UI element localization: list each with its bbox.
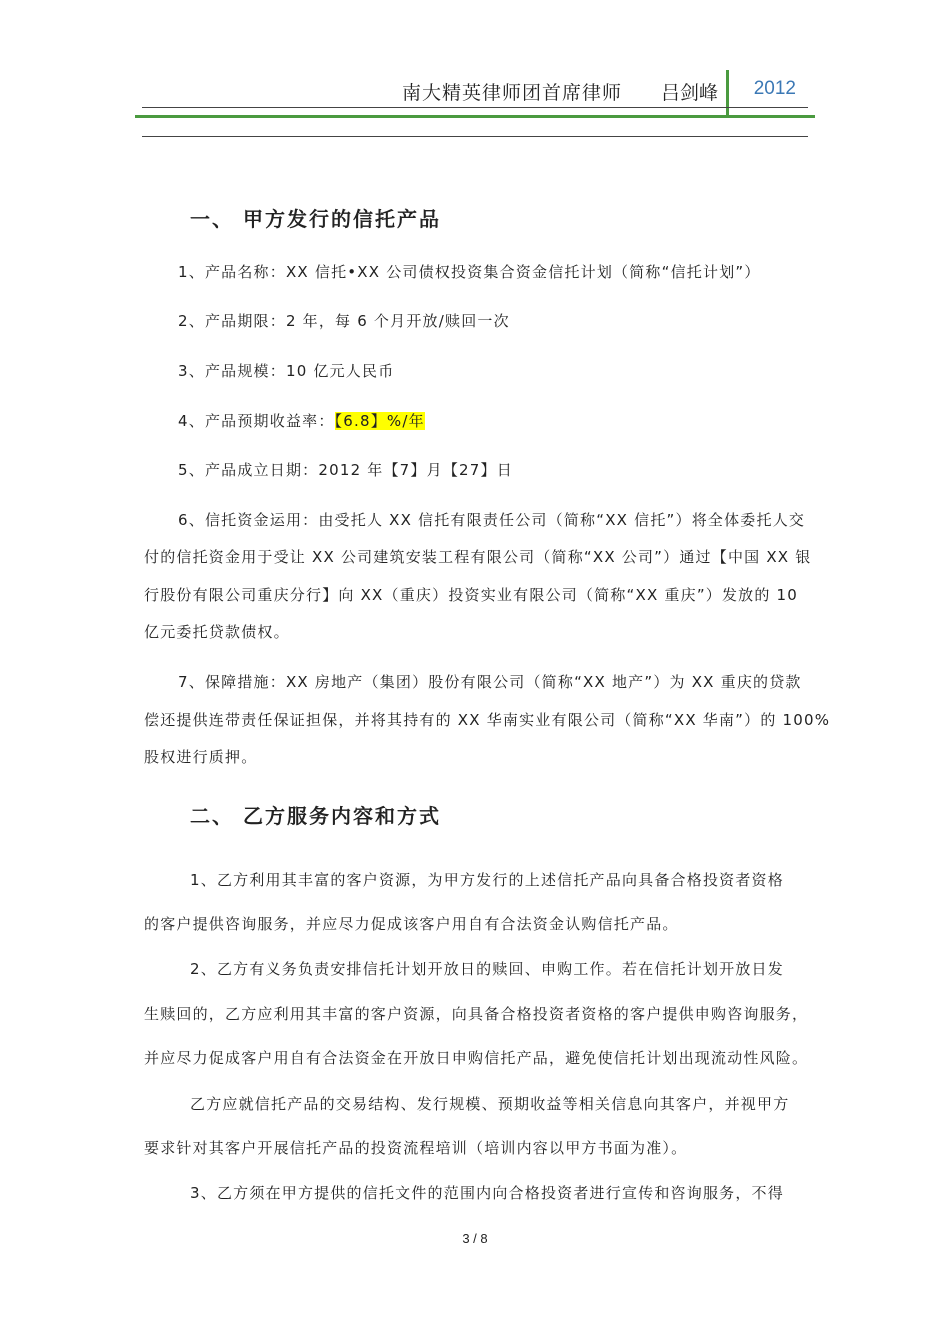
item-4-label: 4、产品预期收益率： — [178, 412, 335, 430]
header-author: 吕剑峰 — [660, 82, 718, 104]
section-1-item-7-line-1: 7、保障措施：XX 房地产（集团）股份有限公司（简称“XX 地产”）为 XX 重庆的贷款 — [178, 673, 802, 691]
section-1-item-2: 2、产品期限：2 年，每 6 个月开放/赎回一次 — [178, 312, 510, 330]
section-2-para-3-line-1: 乙方应就信托产品的交易结构、发行规模、预期收益等相关信息向其客户，并视甲方 — [190, 1095, 790, 1113]
section-2-heading: 二、 乙方服务内容和方式 — [190, 804, 441, 828]
header-rule-bottom — [142, 136, 808, 137]
section-2-para-2-line-1: 2、乙方有义务负责安排信托计划开放日的赎回、申购工作。若在信托计划开放日发 — [190, 960, 784, 978]
header-rule-thin — [142, 107, 808, 108]
page-number: 3 / 8 — [462, 1231, 488, 1246]
section-1-item-3: 3、产品规模：10 亿元人民币 — [178, 362, 395, 380]
section-2-para-2-line-2: 生赎回的，乙方应利用其丰富的客户资源，向具备合格投资者资格的客户提供申购咨询服务， — [144, 1005, 809, 1023]
section-1-heading: 一、 甲方发行的信托产品 — [190, 207, 441, 231]
section-1-item-5: 5、产品成立日期：2012 年【7】月【27】日 — [178, 461, 513, 479]
section-2-para-1-line-2: 的客户提供咨询服务，并应尽力促成该客户用自有合法资金认购信托产品。 — [144, 915, 679, 933]
section-1-item-6-line-1: 6、信托资金运用：由受托人 XX 信托有限责任公司（简称“XX 信托”）将全体委托人交 — [178, 511, 806, 529]
section-1-item-6-line-3: 行股份有限公司重庆分行】向 XX（重庆）投资实业有限公司（简称“XX 重庆”）发放的 10 — [144, 586, 799, 604]
section-1-item-6-line-2: 付的信托资金用于受让 XX 公司建筑安装工程有限公司（简称“XX 公司”）通过【中国 XX 银 — [144, 548, 812, 566]
header-rule-green — [135, 115, 815, 118]
section-2-para-2-line-3: 并应尽力促成客户用自有合法资金在开放日申购信托产品，避免使信托计划出现流动性风险。 — [144, 1049, 809, 1067]
section-1-item-1: 1、产品名称：XX 信托•XX 公司债权投资集合资金信托计划（简称“信托计划”） — [178, 263, 761, 281]
section-2-para-3-line-2: 要求针对其客户开展信托产品的投资流程培训（培训内容以甲方书面为准）。 — [144, 1139, 688, 1157]
section-1-item-7-line-2: 偿还提供连带责任保证担保，并将其持有的 XX 华南实业有限公司（简称“XX 华南”）的 100% — [144, 711, 831, 729]
header-year: 2012 — [753, 78, 796, 99]
section-2-para-1-line-1: 1、乙方利用其丰富的客户资源，为甲方发行的上述信托产品向具备合格投资者资格 — [190, 871, 784, 889]
header-organization: 南大精英律师团首席律师 — [401, 82, 622, 104]
highlighted-yield: 【6.8】%/年 — [334, 412, 425, 430]
section-2-para-4-line-1: 3、乙方须在甲方提供的信托文件的范围内向合格投资者进行宣传和咨询服务，不得 — [190, 1184, 784, 1202]
section-1-item-4 — [178, 410, 425, 431]
header-separator — [726, 70, 729, 116]
section-1-item-6-line-4: 亿元委托贷款债权。 — [144, 623, 290, 641]
page-header — [142, 70, 808, 140]
section-1-item-7-line-3: 股权进行质押。 — [144, 748, 258, 766]
